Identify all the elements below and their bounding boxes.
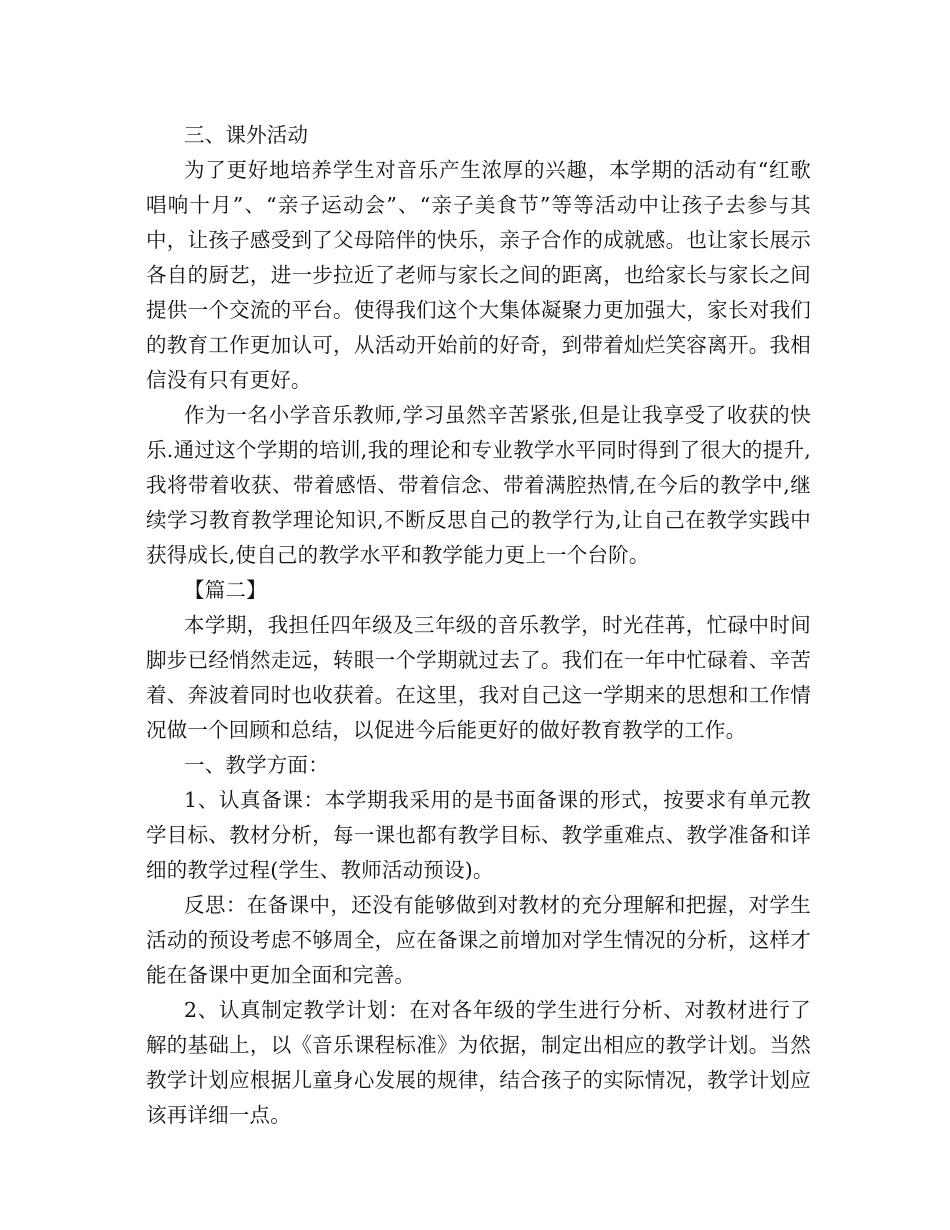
paragraph-semester-intro: 本学期，我担任四年级及三年级的音乐教学，时光荏苒，忙碌中时间脚步已经悄然走远，转眼一个学期就过去了。我们在一年中忙碌着、辛苦着、奔波着同时也收获着。在这里，我对自己这一学期来的思想和工作情况做一个回顾和总结，以促进今后能更好的做好教育教学的工作。: [146, 613, 811, 742]
paragraph-reflection-training: 作为一名小学音乐教师,学习虽然辛苦紧张,但是让我享受了收获的快乐.通过这个学期的培训,我的理论和专业教学水平同时得到了很大的提升,我将带着收获、带着感悟、带着信念、带着满腔热情,在今后的教学中,继续学习教育教学理论知识,不断反思自己的教学行为,让自己在教学实践中获得成长,使自己的教学水平和教学能力更上一个台阶。: [146, 403, 811, 567]
paragraph-teaching-plan: 2、认真制定教学计划：在对各年级的学生进行分析、对教材进行了解的基础上，以《音乐课程标准》为依据，制定出相应的教学计划。当然教学计划应根据儿童身心发展的规律，结合孩子的实际情况，教学计划应该再详细一点。: [146, 998, 811, 1127]
section-heading-teaching: 一、教学方面：: [184, 753, 329, 777]
section-heading-part-two: 【篇二】: [184, 578, 267, 602]
paragraph-lesson-prep: 1、认真备课：本学期我采用的是书面备课的形式，按要求有单元教学目标、教材分析，每一课也都有教学目标、教学重难点、教学准备和详细的教学过程(学生、教师活动预设)。: [146, 788, 811, 882]
section-heading-extracurricular: 三、课外活动: [184, 123, 309, 147]
paragraph-reflection-prep: 反思：在备课中，还没有能够做到对教材的充分理解和把握，对学生活动的预设考虑不够周全，应在备课之前增加对学生情况的分析，这样才能在备课中更加全面和完善。: [146, 893, 811, 987]
document-body: [146, 118, 811, 1133]
paragraph-activities: 为了更好地培养学生对音乐产生浓厚的兴趣，本学期的活动有“红歌唱响十月”、“亲子运动会”、“亲子美食节”等等活动中让孩子去参与其中，让孩子感受到了父母陪伴的快乐，亲子合作的成就感。也让家长展示各自的厨艺，进一步拉近了老师与家长之间的距离，也给家长与家长之间提供一个交流的平台。使得我们这个大集体凝聚力更加强大，家长对我们的教育工作更加认可，从活动开始前的好奇，到带着灿烂笑容离开。我相信没有只有更好。: [146, 158, 811, 392]
